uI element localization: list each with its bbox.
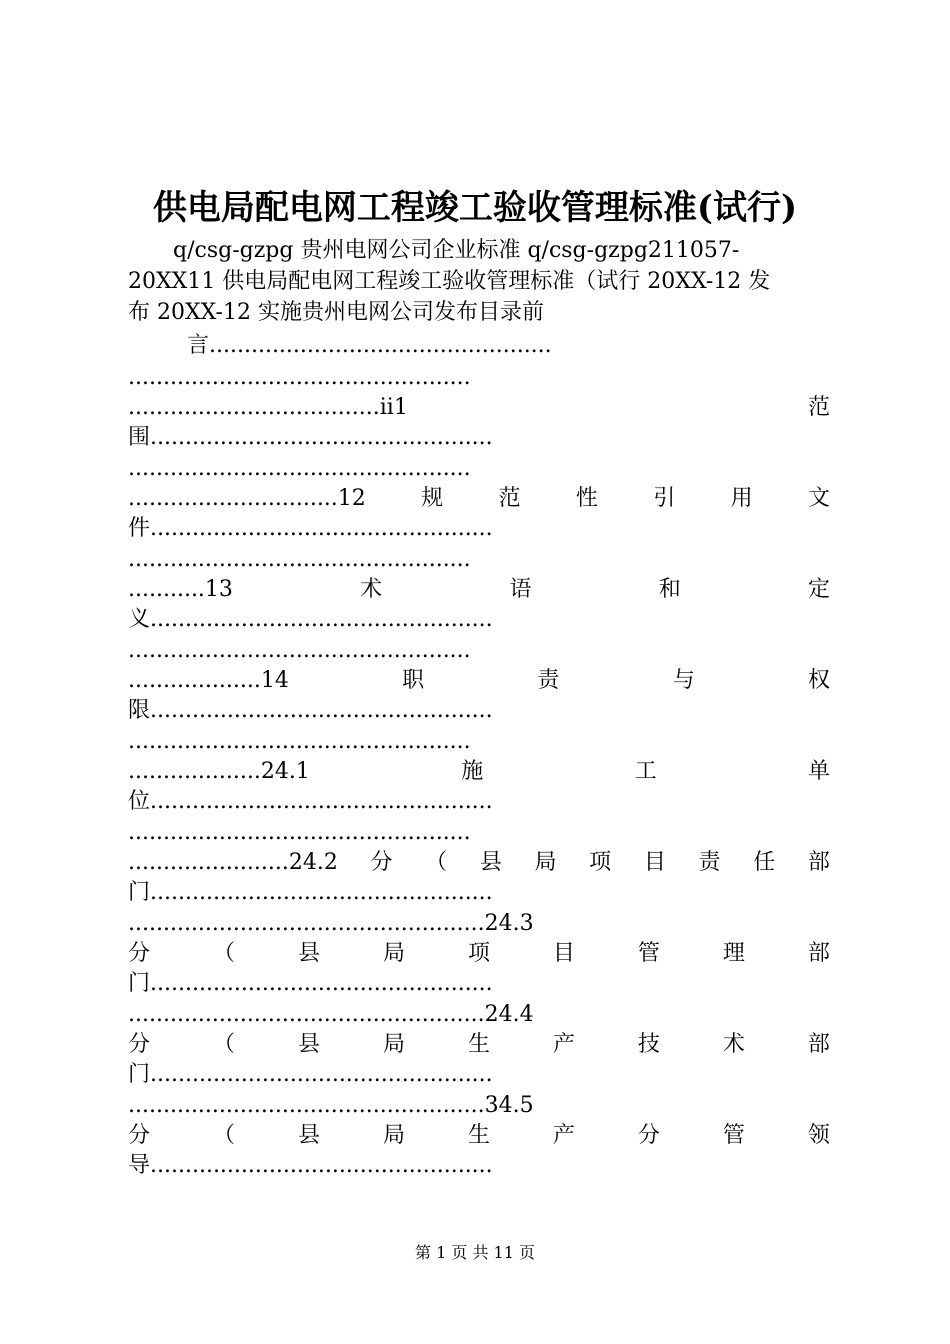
toc-word: 分 bbox=[128, 1123, 151, 1148]
toc-word: 县 bbox=[479, 850, 502, 875]
toc-dots: ....................................ii1 bbox=[128, 395, 408, 420]
toc-word: 范 bbox=[807, 395, 830, 420]
toc-word: 性 bbox=[575, 486, 598, 511]
toc-word: 责 bbox=[537, 668, 560, 693]
toc-word: 生 bbox=[467, 1123, 490, 1148]
toc-word: 工 bbox=[634, 759, 657, 784]
toc-word: 施 bbox=[461, 759, 484, 784]
toc-line: ...................................................24.3 bbox=[128, 911, 534, 936]
toc-word: 生 bbox=[467, 1032, 490, 1057]
toc-word: 权 bbox=[807, 668, 830, 693]
toc-line: 门................................................. bbox=[128, 880, 493, 905]
toc-word: 产 bbox=[552, 1123, 575, 1148]
toc-word: 县 bbox=[297, 1123, 320, 1148]
toc-word: 责 bbox=[698, 850, 721, 875]
toc-word: （ bbox=[425, 850, 448, 875]
toc-word: 引 bbox=[653, 486, 676, 511]
toc-word: 领 bbox=[807, 1123, 830, 1148]
toc-line: 门................................................. bbox=[128, 971, 493, 996]
toc-line: 围................................................. bbox=[128, 425, 493, 450]
toc-dots: ...................24.1 bbox=[128, 759, 310, 784]
toc-line: ................................................. bbox=[128, 547, 471, 572]
page-footer: 第 1 页 共 11 页 bbox=[415, 1243, 535, 1262]
toc-line: 义................................................. bbox=[128, 607, 493, 632]
toc-line: ................................................. bbox=[128, 820, 471, 845]
toc-line: 导................................................. bbox=[128, 1153, 493, 1178]
toc-line bbox=[128, 848, 830, 878]
toc-line: 件................................................. bbox=[128, 516, 493, 541]
toc-word: 局 bbox=[382, 941, 405, 966]
toc-word: 县 bbox=[297, 941, 320, 966]
toc-line: ................................................. bbox=[128, 729, 471, 754]
toc-line: ...................................................34.5 bbox=[128, 1093, 534, 1118]
toc-word: 单 bbox=[807, 759, 830, 784]
toc-word: 项 bbox=[467, 941, 490, 966]
toc-dots: ..............................12 bbox=[128, 486, 366, 511]
toc-line bbox=[128, 1030, 830, 1060]
toc-word: 范 bbox=[498, 486, 521, 511]
toc-dots: .......................24.2 bbox=[128, 850, 338, 875]
toc-word: （ bbox=[212, 1123, 235, 1148]
paragraph-line-1: q/csg-gzpg 贵州电网公司企业标准 q/csg-gzpg211057- bbox=[173, 238, 740, 263]
toc-word: 局 bbox=[382, 1032, 405, 1057]
toc-word: 技 bbox=[637, 1032, 660, 1057]
toc-word: 目 bbox=[552, 941, 575, 966]
toc-word: 分 bbox=[128, 941, 151, 966]
toc-line: ................................................. bbox=[128, 456, 471, 481]
toc-line: ...................................................24.4 bbox=[128, 1002, 534, 1027]
toc-line bbox=[128, 939, 830, 969]
toc-word: 局 bbox=[534, 850, 557, 875]
toc-line bbox=[128, 1121, 830, 1151]
toc-line: ................................................. bbox=[128, 365, 471, 390]
toc-word: 产 bbox=[552, 1032, 575, 1057]
toc-line bbox=[128, 393, 830, 423]
toc-word: 分 bbox=[637, 1123, 660, 1148]
toc-word: 分 bbox=[370, 850, 393, 875]
toc-word: 理 bbox=[722, 941, 745, 966]
toc-word: 目 bbox=[643, 850, 666, 875]
toc-word: 部 bbox=[807, 941, 830, 966]
toc-word: （ bbox=[212, 941, 235, 966]
toc-line: 位................................................. bbox=[128, 789, 493, 814]
toc-dots: ...................14 bbox=[128, 668, 289, 693]
toc-word: 县 bbox=[297, 1032, 320, 1057]
document-title: 供电局配电网工程竣工验收管理标准(试行) bbox=[152, 188, 798, 228]
toc-line: 言................................................. bbox=[187, 333, 552, 358]
toc-word: 任 bbox=[753, 850, 776, 875]
paragraph-line-3: 布 20XX-12 实施贵州电网公司发布目录前 bbox=[128, 300, 544, 325]
toc-word: 语 bbox=[509, 577, 532, 602]
toc-line bbox=[128, 666, 830, 696]
toc-word: 局 bbox=[382, 1123, 405, 1148]
toc-word: 与 bbox=[672, 668, 695, 693]
toc-line: 门................................................. bbox=[128, 1062, 493, 1087]
toc-dots: ...........13 bbox=[128, 577, 233, 602]
toc-word: 规 bbox=[421, 486, 444, 511]
toc-word: 术 bbox=[722, 1032, 745, 1057]
toc-line: 限................................................. bbox=[128, 698, 493, 723]
toc-word: 定 bbox=[807, 577, 830, 602]
toc-word: 用 bbox=[730, 486, 753, 511]
toc-word: 和 bbox=[658, 577, 681, 602]
toc-word: 职 bbox=[402, 668, 425, 693]
toc-line bbox=[128, 757, 830, 787]
toc-word: 分 bbox=[128, 1032, 151, 1057]
toc-line bbox=[128, 575, 830, 605]
toc-word: 部 bbox=[807, 1032, 830, 1057]
toc-word: 管 bbox=[637, 941, 660, 966]
toc-word: 文 bbox=[807, 486, 830, 511]
toc-word: 术 bbox=[360, 577, 383, 602]
toc-word: 项 bbox=[589, 850, 612, 875]
paragraph-line-2: 20XX11 供电局配电网工程竣工验收管理标准（试行 20XX-12 发 bbox=[128, 269, 771, 294]
toc-line: ................................................. bbox=[128, 638, 471, 663]
toc-word: （ bbox=[212, 1032, 235, 1057]
toc-word: 管 bbox=[722, 1123, 745, 1148]
toc-line bbox=[128, 484, 830, 514]
toc-word: 部 bbox=[807, 850, 830, 875]
